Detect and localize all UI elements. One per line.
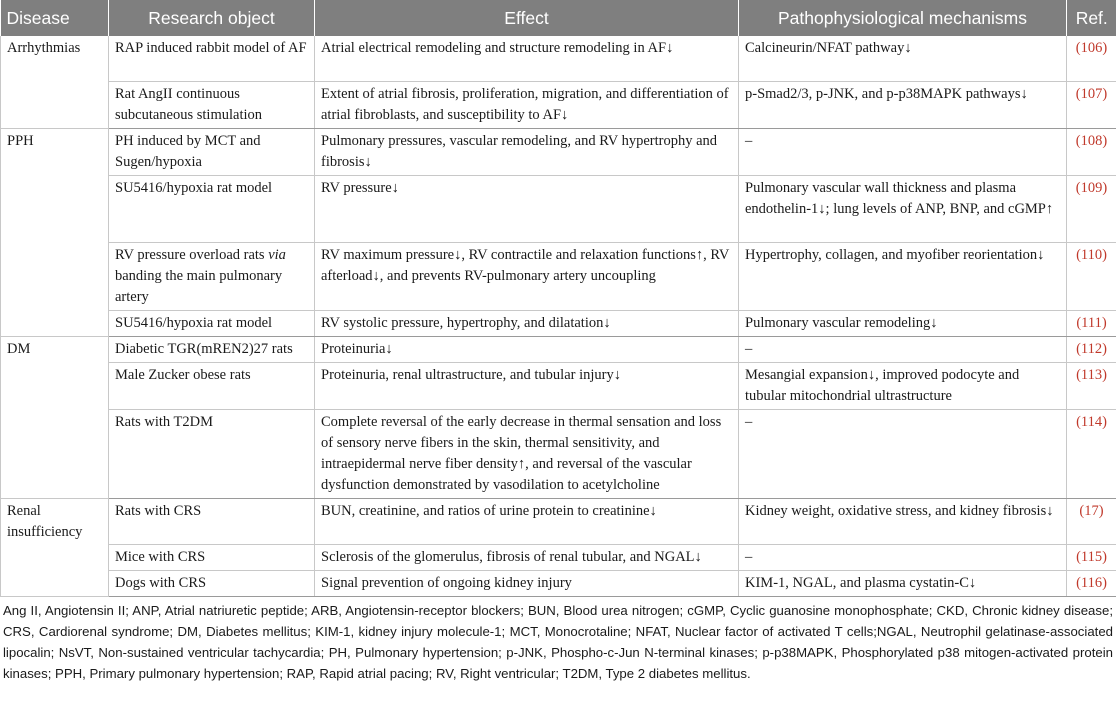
effect-cell: Sclerosis of the glomerulus, fibrosis of renal tubular, and NGAL↓ [315,544,739,570]
effect-cell: Proteinuria↓ [315,336,739,362]
ref-link[interactable]: (113) [1067,362,1116,409]
effect-cell: Signal prevention of ongoing kidney injury [315,570,739,596]
ref-link[interactable]: (112) [1067,336,1116,362]
table-row [1,242,1116,310]
table-row [1,175,1116,242]
effect-cell: Complete reversal of the early decrease in thermal sensation and loss of sensory nerve fibers in the skin, thermal sensitivity, and intraepidermal nerve fiber density↑, and reversal of the vascular dysfunction demonstrated by vasodilation to acetylcholine [315,409,739,498]
effect-cell: RV systolic pressure, hypertrophy, and dilatation↓ [315,310,739,336]
disease-cell: DM [1,336,109,498]
research-object-cell: Rats with CRS [109,498,315,544]
mechanism-cell: – [739,128,1067,175]
ref-link[interactable]: (106) [1067,36,1116,81]
table-row [1,409,1116,498]
ref-link[interactable]: (111) [1067,310,1116,336]
effect-cell: Proteinuria, renal ultrastructure, and tubular injury↓ [315,362,739,409]
effect-cell: BUN, creatinine, and ratios of urine protein to creatinine↓ [315,498,739,544]
header-effect: Effect [315,0,739,36]
mechanism-cell: – [739,544,1067,570]
mechanism-cell: – [739,336,1067,362]
research-object-text: RV pressure overload rats [115,246,269,263]
research-object-cell: Dogs with CRS [109,570,315,596]
disease-cell: Arrhythmias [1,36,109,128]
research-object-cell: SU5416/hypoxia rat model [109,310,315,336]
mechanism-cell: – [739,409,1067,498]
mechanism-cell: Pulmonary vascular remodeling↓ [739,310,1067,336]
header-row [1,0,1116,36]
header-ref: Ref. [1067,0,1116,36]
research-object-cell: Mice with CRS [109,544,315,570]
table-row [1,336,1116,362]
mechanism-cell: KIM-1, NGAL, and plasma cystatin-C↓ [739,570,1067,596]
research-object-cell: SU5416/hypoxia rat model [109,175,315,242]
table-row [1,310,1116,336]
ref-link[interactable]: (17) [1067,498,1116,544]
mechanism-cell: Hypertrophy, collagen, and myofiber reorientation↓ [739,242,1067,310]
table-footnote [0,600,1116,684]
ref-link[interactable]: (108) [1067,128,1116,175]
table-row [1,362,1116,409]
table-row [1,544,1116,570]
mechanism-cell: Kidney weight, oxidative stress, and kidney fibrosis↓ [739,498,1067,544]
header-mechanism: Pathophysiological mechanisms [739,0,1067,36]
research-object-italic: via [268,246,286,263]
mechanism-cell: p-Smad2/3, p-JNK, and p-p38MAPK pathways↓ [739,81,1067,128]
effect-cell: RV pressure↓ [315,175,739,242]
ref-link[interactable]: (110) [1067,242,1116,310]
research-object-text: banding the main pulmonary artery [115,267,283,305]
effect-cell: Atrial electrical remodeling and structure remodeling in AF↓ [315,36,739,81]
ref-link[interactable]: (107) [1067,81,1116,128]
research-object-cell: RAP induced rabbit model of AF [109,36,315,81]
effect-cell: RV maximum pressure↓, RV contractile and relaxation functions↑, RV afterload↓, and prevents RV-pulmonary artery uncoupling [315,242,739,310]
ref-link[interactable]: (115) [1067,544,1116,570]
effect-cell: Extent of atrial fibrosis, proliferation, migration, and differentiation of atrial fibroblasts, and susceptibility to AF↓ [315,81,739,128]
header-research-object: Research object [109,0,315,36]
table-row [1,128,1116,175]
research-object-cell: Rats with T2DM [109,409,315,498]
research-object-cell: PH induced by MCT and Sugen/hypoxia [109,128,315,175]
research-object-cell [109,242,315,310]
abbreviations-text: Ang II, Angiotensin II; ANP, Atrial natriuretic peptide; ARB, Angiotensin-receptor blockers; BUN, Blood urea nitrogen; cGMP, Cyclic guanosine monophosphate; CKD, Chronic kidney disease; CRS, Cardiorenal syndrome; DM, Diabetes mellitus; KIM-1, kidney injury molecule-1; MCT, Monocrotaline; NFAT, Nuclear factor of activated T cells;NGAL, Neutrophil gelatinase-associated lipocalin; NsVT, Non-sustained ventricular tachycardia; PH, Pulmonary hypertension; p-JNK, Phospho-c-Jun N-terminal kinases; p-p38MAPK, Phosphorylated p38 mitogen-activated protein kinases; PPH, Primary pulmonary hypertension; RAP, Rapid atrial pacing; RV, Right ventricular; T2DM, Type 2 diabetes mellitus. [3,603,1113,681]
table-row [1,81,1116,128]
mechanism-cell: Calcineurin/NFAT pathway↓ [739,36,1067,81]
disease-cell: Renal insufficiency [1,498,109,596]
effect-cell: Pulmonary pressures, vascular remodeling, and RV hypertrophy and fibrosis↓ [315,128,739,175]
header-disease: Disease [1,0,109,36]
ref-link[interactable]: (114) [1067,409,1116,498]
table-row [1,36,1116,81]
ref-link[interactable]: (116) [1067,570,1116,596]
ref-link[interactable]: (109) [1067,175,1116,242]
table-row [1,570,1116,596]
table-row [1,498,1116,544]
mechanism-cell: Pulmonary vascular wall thickness and plasma endothelin-1↓; lung levels of ANP, BNP, and cGMP↑ [739,175,1067,242]
research-object-cell: Male Zucker obese rats [109,362,315,409]
research-object-cell: Diabetic TGR(mREN2)27 rats [109,336,315,362]
disease-cell: PPH [1,128,109,336]
research-object-cell: Rat AngII continuous subcutaneous stimulation [109,81,315,128]
mechanism-cell: Mesangial expansion↓, improved podocyte and tubular mitochondrial ultrastructure [739,362,1067,409]
